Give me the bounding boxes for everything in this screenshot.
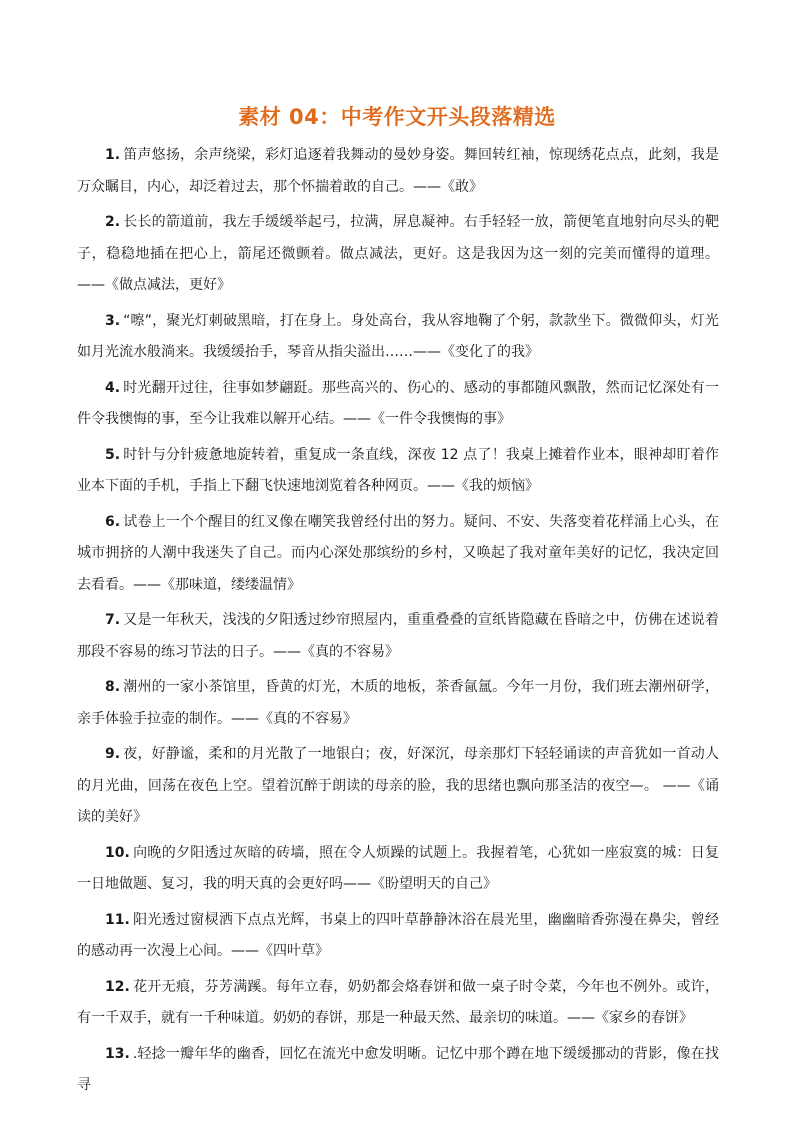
- paragraph-number: 10.: [105, 844, 130, 861]
- paragraph-text: 花开无痕，芬芳满蹊。每年立春，奶奶都会烙春饼和做一桌子时令菜，今年也不例外。或许，有一千双手，就有一千种味道。奶奶的春饼，那是一种最天然、最亲切的味道。——《家乡的春饼》: [77, 978, 719, 1026]
- paragraph-text: 夜，好静谧，柔和的月光散了一地银白；夜，好深沉，母亲那灯下轻轻诵读的声音犹如一首动人的月光曲，回荡在夜色上空。望着沉醉于朗读的母亲的脸，我的思绪也飘向那圣洁的夜空—。 ——《诵读的美好》: [77, 746, 719, 825]
- paragraph-number: 3.: [105, 312, 121, 329]
- paragraph-number: 13.: [105, 1045, 130, 1062]
- paragraph-6: [77, 507, 719, 602]
- document-body: [77, 140, 719, 1106]
- paragraph-text: 阳光透过窗棂洒下点点光辉，书桌上的四叶草静静沐浴在晨光里，幽幽暗香弥漫在鼻尖，曾经的感动再一次漫上心间。——《四叶草》: [77, 911, 719, 959]
- paragraph-number: 1.: [105, 147, 121, 163]
- paragraph-number: 7.: [105, 612, 121, 628]
- paragraph-5: [77, 440, 719, 503]
- paragraph-text: 试卷上一个个醒目的红叉像在嘲笑我曾经付出的努力。疑问、不安、失落变着花样涌上心头，在城市拥挤的人潮中我迷失了自己。而内心深处那缤纷的乡村，又唤起了我对童年美好的记忆，我决定回去看看。——《那味道，缕缕温情》: [77, 513, 719, 593]
- paragraph-number: 11.: [105, 911, 130, 928]
- paragraph-number: 4.: [105, 379, 121, 396]
- paragraph-11: [77, 905, 719, 968]
- paragraph-text: 时光翻开过往，往事如梦翩跹。那些高兴的、伤心的、感动的事都随风飘散，然而记忆深处有一件令我懊悔的事，至今让我难以解开心结。——《一件令我懊悔的事》: [77, 379, 719, 427]
- paragraph-text: “嚓”，聚光灯刺破黑暗，打在身上。身处高台，我从容地鞠了个躬，款款坐下。微微仰头，灯光如月光流水般淌来。我缓缓抬手，琴音从指尖溢出……——《变化了的我》: [77, 312, 719, 360]
- paragraph-10: [77, 838, 719, 901]
- paragraph-13: [77, 1039, 719, 1102]
- paragraph-9: [77, 739, 719, 834]
- paragraph-number: 5.: [105, 446, 121, 463]
- paragraph-text: 长长的箭道前，我左手缓缓举起弓，拉满，屏息凝神。右手轻轻一放，箭便笔直地射向尽头的靶子，稳稳地插在把心上，箭尾还微颤着。做点减法，更好。这是我因为这一刻的完美而懂得的道理。 ——《做点减法，更好》: [77, 214, 719, 293]
- paragraph-2: [77, 207, 719, 302]
- paragraph-4: [77, 373, 719, 436]
- paragraph-number: 8.: [105, 679, 121, 695]
- paragraph-text: 又是一年秋天，浅浅的夕阳透过纱帘照屋内，重重叠叠的宣纸皆隐藏在昏暗之中，仿佛在述说着那段不容易的练习节法的日子。——《真的不容易》: [77, 612, 719, 660]
- paragraph-7: [77, 605, 719, 668]
- document-title: 素材 04：中考作文开头段落精选: [238, 105, 556, 129]
- paragraph-text: 笛声悠扬，余声绕梁，彩灯追逐着我舞动的曼妙身姿。舞回转红袖，惊现绣花点点，此刻，我是万众瞩目，内心，却泛着过去，那个怀揣着敢的自己。——《敢》: [77, 147, 719, 195]
- paragraph-text: 时针与分针疲惫地旋转着，重复成一条直线，深夜 12 点了！我桌上摊着作业本，眼神却盯着作业本下面的手机，手指上下翻飞快速地浏览着各种网页。——《我的烦恼》: [77, 446, 719, 494]
- paragraph-3: [77, 306, 719, 369]
- paragraph-number: 6.: [105, 513, 121, 530]
- paragraph-text: .轻捻一瓣年华的幽香，回忆在流光中愈发明晰。记忆中那个蹲在地下缓缓挪动的背影，像在找寻: [77, 1045, 719, 1093]
- paragraph-text: 潮州的一家小茶馆里，昏黄的灯光，木质的地板，茶香氤氲。今年一月份，我们班去潮州研学，亲手体验手拉壶的制作。——《真的不容易》: [77, 679, 719, 727]
- paragraph-number: 12.: [105, 978, 130, 995]
- paragraph-text: 向晚的夕阳透过灰暗的砖墙，照在令人烦躁的试题上。我握着笔，心犹如一座寂寞的城：日复一日地做题、复习，我的明天真的会更好吗——《盼望明天的自己》: [77, 844, 719, 892]
- paragraph-number: 9.: [105, 746, 121, 762]
- paragraph-12: [77, 972, 719, 1035]
- paragraph-1: [77, 140, 719, 203]
- paragraph-8: [77, 672, 719, 735]
- paragraph-number: 2.: [105, 214, 121, 230]
